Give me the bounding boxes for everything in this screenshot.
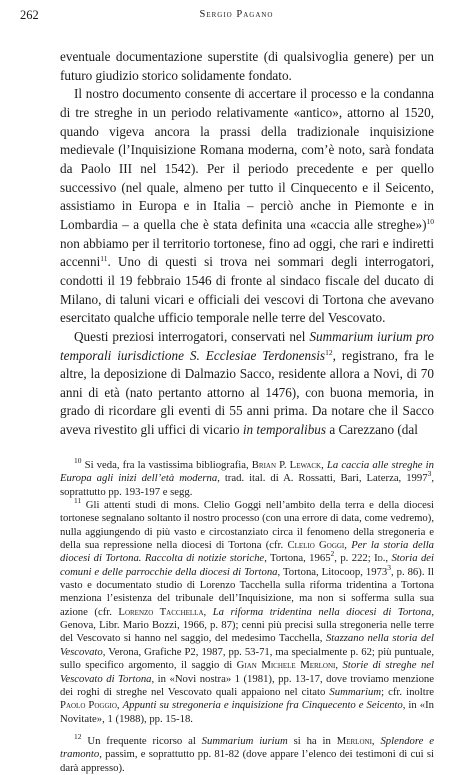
text-run: Summarium iurium [201,734,288,747]
text-run: a Carezzano (dal [326,422,418,438]
text-run: Clelio Goggi [287,539,345,552]
note-reference: 3 [387,562,391,572]
text-run: Appunti su stregoneria e inquisizione fra Cinquecento e Seicento [122,699,403,712]
text-run: Si veda, fra la vastissima bibliografia, [81,459,252,471]
text-run: Il nostro documento consente di accertare il processo e la condanna di tre streghe in un periodo relativamente «antico», attorno al 1520, quando vigeva ancora la prassi della tradizionale inquisizione medievale (l’Inquisizione Romana moderna, com’è noto, sarà fondata da Paolo III nel 1542). Per il periodo precedente e per quello successivo (nel quale, almeno per tutto il Cinquecento e il Seicento, assistiamo in Europa e in Italia – perciò anche in Piemonte e in Lombardia – a quella che è stata definita una «caccia alle streghe») [60,86,434,232]
text-run: , in «In Novitate», 1 (1988), pp. 15-18. [60,699,435,725]
text-run: , [116,699,123,712]
paragraph [60,85,434,328]
text-run: , registrano, fra le altre, la deposizione di Dalmazio Sacco, residente allora a Novi, di 70 anni di età (nato pertanto attorno al 1476), con buona memoria, in grado di ricordare gli eventi di 55 anni prima. Da notare che il Sacco aveva rivestito gli uffici di vicario [60,347,434,438]
note-reference: 11 [74,496,82,506]
text-run: , p. 222; [334,552,375,565]
text-run: , soprattutto pp. 193-197 e segg. [60,472,434,498]
text-run: Splendore e tramonto [60,734,435,761]
main-text [60,48,434,440]
text-run: , [371,734,381,747]
paragraph [60,328,434,440]
text-run: , [344,539,352,552]
text-run: Questi preziosi interrogatori, conservati nel [74,328,310,344]
text-run: Gli attenti studi di mons. Clelio Goggi nell’ambito della terra e della diocesi tortonese segnalano soltanto il nostro processo (con una errore di data, come vedremo), nulla aggiungendo di più vasto e circostanziato circa il fenomeno della stregoneria e della sua repressione nella diocesi di Tortona (cfr. [60,499,434,552]
text-run: Paolo Poggio [60,699,117,712]
text-run: ; cfr. inoltre [381,685,435,698]
text-run: Summarium iurium pro temporali iurisdictione S. Ecclesiae Terdonensis [60,328,434,363]
text-run: Gian Michele Merloni [236,659,336,672]
note-reference: 3 [427,469,432,479]
text-run: , [385,552,392,565]
text-run: , Tortona, 1965 [264,552,331,565]
running-head: Sergio Pagano [199,9,274,20]
text-run: , [321,459,327,471]
text-run: Stazzano nella storia del Vescovato [60,632,434,658]
page-number: 262 [20,8,39,22]
text-run: , trad. ital. di A. Rossatti, Bari, Laterza, 1997 [217,472,428,485]
footnote-spacer [60,726,434,735]
text-run: non abbiamo per il territorio tortonese, fino ad oggi, che rari e indiretti accenni [60,235,434,270]
text-run: Storie di streghe nel Vescovato di Tortona [60,659,434,685]
text-run: , Genova, Libr. Mario Bozzi, 1966, p. 87); cenni più precisi sulla stregoneria nelle terre del Vescovato si hanno nel saggio, del medesimo Tacchella, [60,605,435,645]
paragraph [60,48,434,85]
text-run: . Uno di questi si trova nei sommari degli interrogatori, condotti il 19 febbraio 1546 di fronte al sindaco fiscale del ducato di Milano, di taluni vicari e officiali dei vescovi di Tortona che avevano esercitato qualche ufficio temporale nelle terre del Vescovato. [60,254,434,326]
text-run: Summarium [329,685,382,698]
text-run: si ha in [287,734,337,747]
footnote [60,496,435,726]
note-reference: 2 [330,549,335,559]
text-run: La caccia alle streghe in Europa agli inizi dell’età moderna [60,459,434,485]
text-run: , passim, e soprattutto pp. 81-82 (dove appare l’elenco dei testimoni di cui si darà appresso). [60,748,434,774]
page-header [20,8,453,28]
text-run: , Tortona, Litocoop, 1973 [277,565,388,578]
note-reference: 11 [100,254,108,264]
text-run: La riforma tridentina nella diocesi di Tortona [212,605,432,618]
text-run: Storia dei comuni e delle parrocchie della diocesi di Tortona [60,552,435,578]
footnotes [60,456,435,775]
note-reference: 10 [426,216,434,226]
text-run: eventuale documentazione superstite (di qualsivoglia genere) per un futuro giudizio storico solidamente fondato. [60,49,434,83]
text-run: Lorenzo Tacchella [118,605,204,618]
text-run: , [203,605,213,618]
note-reference: 12 [325,347,333,357]
text-run: Brian P. Lewack [251,459,322,471]
footnote [60,731,435,775]
text-run: Un frequente ricorso al [81,734,202,747]
text-run: , [335,659,343,672]
text-run: , Verona, Grafiche P2, 1987, pp. 53-71, ma specialmente p. 62; più puntuale, sullo specifico argomento, il saggio di [60,645,434,672]
text-run: in temporalibus [242,422,327,438]
text-run: , p. 86). Il vasto e documentato studio di Lorenzo Tacchella sulla riforma tridentina a Tortona menziona l’esistenza del tribunale dell’Inquisizione, ma non si sofferma sulla sua azione (cfr. [60,565,434,618]
note-reference: 12 [74,731,82,741]
text-run: Merloni [336,734,372,747]
text-run: , in «Novi nostra» 1 (1981), pp. 13-17, dove troviamo menzione dei roghi di streghe nel Vescovato quali appaiono nel citato [60,672,435,698]
note-reference: 10 [74,456,82,465]
text-run: Per la storia della diocesi di Tortona. Raccolta di notizie storiche [60,539,435,565]
text-run: Id. [374,552,386,565]
footnote [60,456,434,499]
